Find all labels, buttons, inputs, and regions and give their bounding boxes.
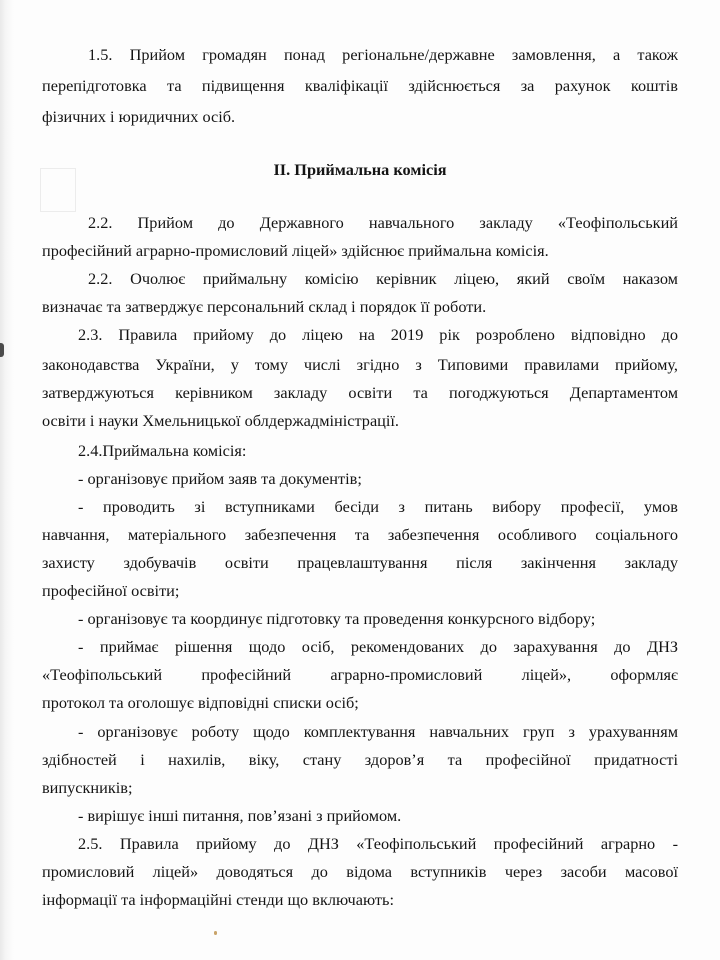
text-line: протокол та оголошує відповідні списки осіб; bbox=[42, 693, 359, 712]
text-line: 2.5. Правила прийому до ДНЗ «Теофіпольський професійний аграрно - bbox=[78, 834, 678, 853]
text-line: - організовує прийом заяв та документів; bbox=[78, 469, 362, 488]
scan-speck bbox=[214, 931, 217, 935]
text-line: здібностей і нахилів, віку, стану здоров’я та професійної придатності bbox=[42, 750, 678, 769]
text-line: захисту здобувачів освіти працевлаштування після закінчення закладу bbox=[42, 553, 678, 572]
text-line: професійної освіти; bbox=[42, 581, 180, 600]
text-line: - проводить зі вступниками бесіди з питань вибору професії, умов bbox=[78, 497, 678, 516]
text-line: промисловий ліцей» доводяться до відома вступників через засоби масової bbox=[42, 862, 678, 881]
text-line: перепідготовка та підвищення кваліфікації здійснюється за рахунок коштів bbox=[42, 76, 678, 95]
text-line: - організовує та координує підготовку та проведення конкурсного відбору; bbox=[78, 609, 596, 628]
text-line: законодавства України, у тому числі згідно з Типовими правилами прийому, bbox=[42, 355, 678, 374]
text-line: випускників; bbox=[42, 778, 133, 797]
text-line: фізичних і юридичних осіб. bbox=[42, 107, 236, 126]
scan-edge-mark bbox=[0, 343, 4, 357]
text-line: навчання, матеріального забезпечення та забезпечення особливого соціального bbox=[42, 525, 678, 544]
text-line: - організовує роботу щодо комплектування навчальних груп з урахуванням bbox=[78, 722, 678, 741]
section-heading: ІІ. Приймальна комісія bbox=[273, 160, 447, 179]
text-line: 1.5. Прийом громадян понад регіональне/державне замовлення, а також bbox=[88, 45, 678, 64]
text-line: - приймає рішення щодо осіб, рекомендованих до зарахування до ДНЗ bbox=[78, 637, 678, 656]
text-line: інформації та інформаційні стенди що включають: bbox=[42, 890, 394, 909]
text-line: «Теофіпольський професійний аграрно-промисловий ліцей», оформляє bbox=[42, 665, 678, 684]
text-line: 2.2. Очолює приймальну комісію керівник ліцею, який своїм наказом bbox=[88, 269, 678, 288]
text-line: освіти і науки Хмельницької облдержадміністрації. bbox=[42, 411, 399, 430]
text-line: 2.4.Приймальна комісія: bbox=[78, 441, 247, 460]
text-line: 2.2. Прийом до Державного навчального закладу «Теофіпольський bbox=[88, 213, 678, 232]
text-line: затверджуються керівником закладу освіти та погоджуються Департаментом bbox=[42, 383, 678, 402]
text-line: професійний аграрно-промисловий ліцей» здійснює приймальна комісія. bbox=[42, 241, 549, 260]
text-line: визначає та затверджує персональний склад і порядок її роботи. bbox=[42, 297, 487, 316]
text-line: - вирішує інші питання, пов’язані з прийомом. bbox=[78, 806, 402, 825]
text-line: 2.3. Правила прийому до ліцею на 2019 рік розроблено відповідно до bbox=[78, 325, 678, 344]
